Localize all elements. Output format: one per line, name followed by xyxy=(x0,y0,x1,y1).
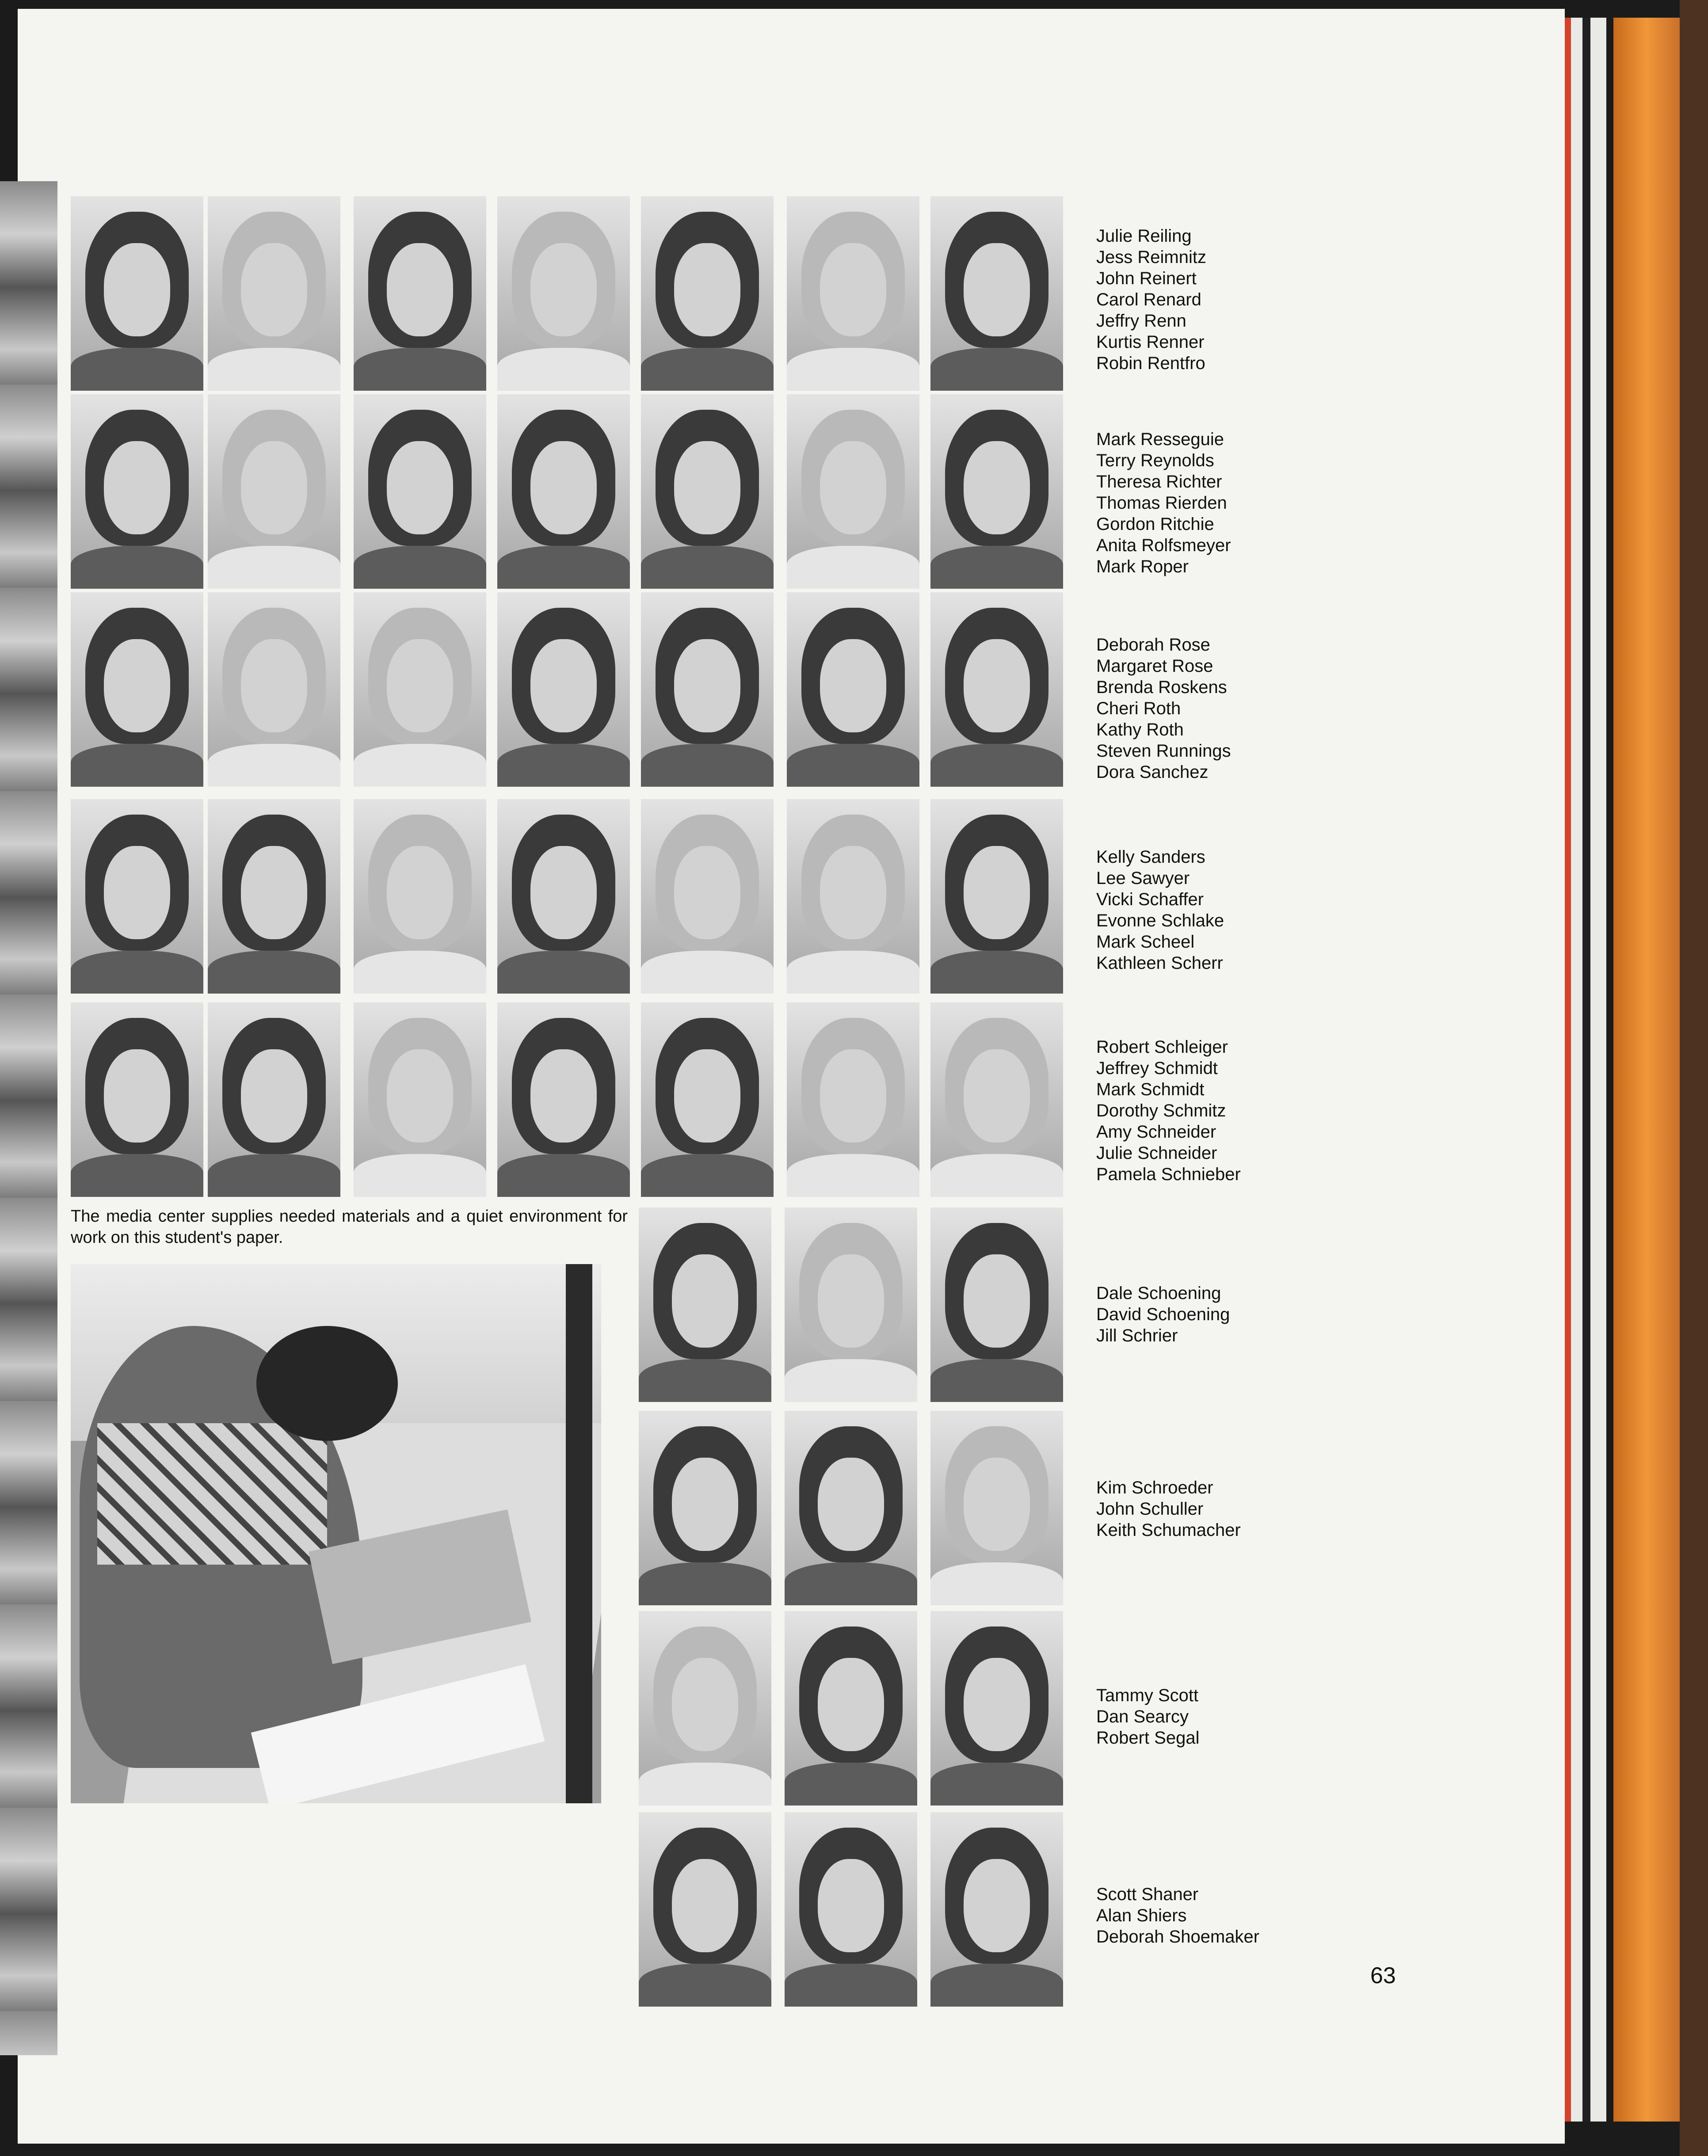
student-portrait xyxy=(639,1812,771,2007)
student-portrait xyxy=(71,799,203,994)
student-name: Tammy Scott xyxy=(1096,1686,1199,1705)
student-name: Thomas Rierden xyxy=(1096,493,1227,513)
student-portrait xyxy=(787,1002,919,1197)
student-portrait xyxy=(641,394,774,589)
name-list-row-5 xyxy=(1096,1036,1344,1185)
student-name: Dorothy Schmitz xyxy=(1096,1101,1226,1120)
student-name: David Schoening xyxy=(1096,1305,1230,1324)
student-portrait xyxy=(354,196,486,391)
name-list-row-3 xyxy=(1096,634,1344,783)
student-portrait xyxy=(641,196,774,391)
student-portrait xyxy=(785,1611,917,1806)
student-portrait xyxy=(208,394,340,589)
student-portrait xyxy=(930,1411,1063,1605)
student-portrait xyxy=(71,1002,203,1197)
student-portrait xyxy=(639,1411,771,1605)
window-post xyxy=(566,1264,592,1803)
student-name: Terry Reynolds xyxy=(1096,451,1214,470)
student-portrait xyxy=(930,1208,1063,1402)
student-portrait xyxy=(641,592,774,787)
student-name: Robert Schleiger xyxy=(1096,1037,1228,1057)
student-name: John Reinert xyxy=(1096,269,1197,288)
student-portrait xyxy=(639,1611,771,1806)
student-portrait xyxy=(208,196,340,391)
student-portrait xyxy=(787,394,919,589)
name-list-row-6 xyxy=(1096,1283,1344,1346)
student-name: Amy Schneider xyxy=(1096,1122,1216,1142)
student-portrait xyxy=(208,592,340,787)
student-name: Pamela Schnieber xyxy=(1096,1165,1241,1184)
student-portrait xyxy=(641,799,774,994)
student-portrait xyxy=(71,196,203,391)
student-head xyxy=(256,1326,398,1441)
student-name: Brenda Roskens xyxy=(1096,678,1227,697)
media-center-photo xyxy=(71,1264,601,1803)
student-name: Dora Sanchez xyxy=(1096,762,1209,782)
student-portrait xyxy=(639,1208,771,1402)
student-name: John Schuller xyxy=(1096,1499,1204,1519)
student-name: Julie Reiling xyxy=(1096,226,1192,246)
photo-caption: The media center supplies needed materials and a quiet environment for work on this student's paper. xyxy=(71,1207,628,1247)
student-name: Gordon Ritchie xyxy=(1096,514,1214,534)
previous-page-edge xyxy=(0,181,57,2055)
student-portrait xyxy=(208,1002,340,1197)
student-portrait xyxy=(497,1002,630,1197)
student-portrait xyxy=(787,592,919,787)
name-list-row-2 xyxy=(1096,429,1344,577)
student-name: Mark Roper xyxy=(1096,557,1189,576)
student-portrait xyxy=(930,592,1063,787)
student-name: Alan Shiers xyxy=(1096,1906,1187,1925)
student-name: Mark Scheel xyxy=(1096,932,1195,952)
student-portrait xyxy=(497,196,630,391)
student-name: Carol Renard xyxy=(1096,290,1201,309)
student-portrait xyxy=(497,394,630,589)
student-name: Jess Reimnitz xyxy=(1096,248,1206,267)
student-name: Jill Schrier xyxy=(1096,1326,1178,1345)
name-list-row-9 xyxy=(1096,1884,1344,1947)
student-portrait xyxy=(497,592,630,787)
page-number: 63 xyxy=(1370,1963,1396,1988)
student-portrait xyxy=(497,799,630,994)
student-portrait xyxy=(354,1002,486,1197)
student-portrait xyxy=(930,799,1063,994)
student-portrait xyxy=(71,394,203,589)
student-portrait xyxy=(930,1002,1063,1197)
student-name: Deborah Shoemaker xyxy=(1096,1927,1260,1946)
student-name: Steven Runnings xyxy=(1096,741,1231,761)
student-portrait xyxy=(208,799,340,994)
student-name: Vicki Schaffer xyxy=(1096,890,1204,909)
student-portrait xyxy=(930,1812,1063,2007)
name-list-row-8 xyxy=(1096,1685,1344,1748)
student-name: Kathy Roth xyxy=(1096,720,1184,739)
student-name: Kurtis Renner xyxy=(1096,332,1205,352)
student-name: Deborah Rose xyxy=(1096,635,1210,655)
student-name: Lee Sawyer xyxy=(1096,868,1190,888)
student-name: Keith Schumacher xyxy=(1096,1520,1241,1540)
student-name: Robert Segal xyxy=(1096,1728,1200,1748)
student-portrait xyxy=(354,799,486,994)
student-name: Anita Rolfsmeyer xyxy=(1096,536,1231,555)
student-name: Cheri Roth xyxy=(1096,699,1181,718)
student-portrait xyxy=(930,1611,1063,1806)
student-portrait xyxy=(785,1208,917,1402)
student-name: Kathleen Scherr xyxy=(1096,953,1223,973)
binding-shadow xyxy=(1582,18,1590,2122)
name-list-row-7 xyxy=(1096,1477,1344,1541)
book-cover-edge xyxy=(1613,18,1680,2122)
student-name: Dan Searcy xyxy=(1096,1707,1189,1726)
book-spine xyxy=(1680,0,1708,2156)
student-name: Robin Rentfro xyxy=(1096,354,1205,373)
student-name: Kelly Sanders xyxy=(1096,847,1205,867)
student-portrait xyxy=(785,1411,917,1605)
name-list-row-1 xyxy=(1096,225,1344,374)
student-name: Kim Schroeder xyxy=(1096,1478,1213,1497)
binding-edge xyxy=(1565,18,1571,2122)
student-portrait xyxy=(930,394,1063,589)
student-name: Julie Schneider xyxy=(1096,1143,1217,1163)
student-name: Evonne Schlake xyxy=(1096,911,1224,930)
student-portrait xyxy=(354,394,486,589)
student-name: Mark Schmidt xyxy=(1096,1080,1205,1099)
student-name: Scott Shaner xyxy=(1096,1885,1199,1904)
student-name: Jeffrey Schmidt xyxy=(1096,1059,1218,1078)
sweater-pattern xyxy=(97,1423,327,1565)
student-portrait xyxy=(71,592,203,787)
student-portrait xyxy=(787,196,919,391)
student-portrait xyxy=(641,1002,774,1197)
student-name: Theresa Richter xyxy=(1096,472,1222,491)
student-name: Jeffry Renn xyxy=(1096,311,1186,331)
name-list-row-4 xyxy=(1096,846,1344,974)
student-name: Mark Resseguie xyxy=(1096,430,1224,449)
student-name: Dale Schoening xyxy=(1096,1284,1221,1303)
student-portrait xyxy=(930,196,1063,391)
student-name: Margaret Rose xyxy=(1096,656,1213,676)
student-portrait xyxy=(785,1812,917,2007)
student-portrait xyxy=(787,799,919,994)
student-portrait xyxy=(354,592,486,787)
